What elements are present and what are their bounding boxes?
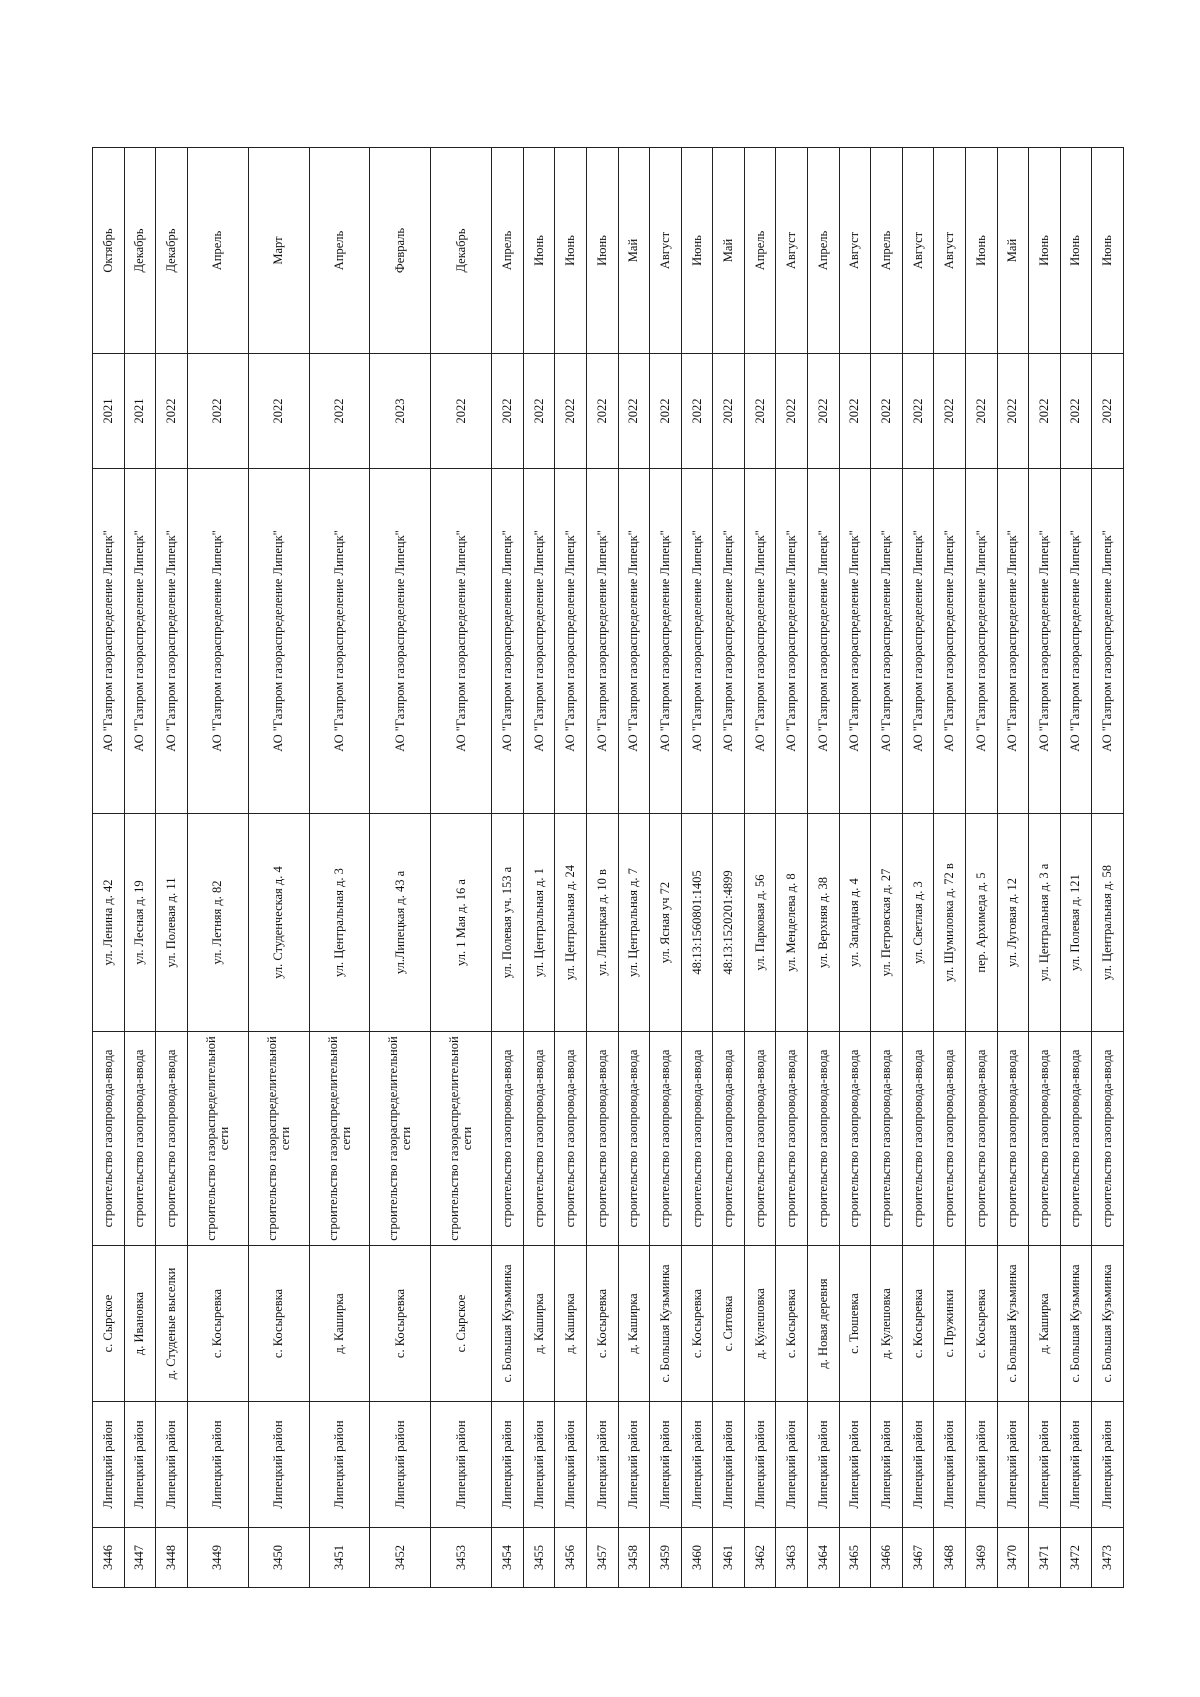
organization-cell: АО "Газпром газораспределение Липецк" [187, 469, 248, 814]
district-cell: Липецкий район [618, 1402, 650, 1528]
year-cell: 2022 [618, 354, 650, 469]
organization-cell: АО "Газпром газораспределение Липецк" [713, 469, 745, 814]
month-cell: Июнь [1060, 148, 1092, 354]
organization-cell: АО "Газпром газораспределение Липецк" [431, 469, 492, 814]
table-row [618, 148, 650, 1588]
rotated-table-wrapper [92, 148, 1124, 1588]
locality-cell: д. Каширка [309, 1246, 370, 1402]
address-cell: ул.Липецкая д. 43 а [370, 814, 431, 1032]
address-cell: ул. Верхняя д. 38 [808, 814, 840, 1032]
organization-cell: АО "Газпром газораспределение Липецк" [1060, 469, 1092, 814]
address-cell: пер. Архимеда д. 5 [965, 814, 997, 1032]
month-cell: Июнь [523, 148, 555, 354]
address-cell: 48:13:1520201:4899 [713, 814, 745, 1032]
year-cell: 2022 [902, 354, 934, 469]
table-row [492, 148, 524, 1588]
district-cell: Липецкий район [650, 1402, 682, 1528]
locality-cell: с. Сырское [93, 1246, 125, 1402]
row-number-cell: 3451 [309, 1528, 370, 1588]
table-row [93, 148, 125, 1588]
row-number-cell: 3471 [1029, 1528, 1061, 1588]
organization-cell: АО "Газпром газораспределение Липецк" [934, 469, 966, 814]
year-cell: 2021 [93, 354, 125, 469]
row-number-cell: 3462 [744, 1528, 776, 1588]
table-row [1060, 148, 1092, 1588]
work-type-cell: строительство газопровода-ввода [934, 1032, 966, 1246]
work-type-cell: строительство газопровода-ввода [681, 1032, 713, 1246]
address-cell: 48:13:1560801:1405 [681, 814, 713, 1032]
locality-cell: с. Косыревка [681, 1246, 713, 1402]
month-cell: Апрель [492, 148, 524, 354]
work-type-cell: строительство газораспределительной сети [248, 1032, 309, 1246]
row-number-cell: 3450 [248, 1528, 309, 1588]
year-cell: 2022 [681, 354, 713, 469]
address-cell: ул. Центральная д. 3 [309, 814, 370, 1032]
work-type-cell: строительство газопровода-ввода [776, 1032, 808, 1246]
organization-cell: АО "Газпром газораспределение Липецк" [839, 469, 871, 814]
month-cell: Июнь [1092, 148, 1124, 354]
address-cell: ул. Светлая д. 3 [902, 814, 934, 1032]
organization-cell: АО "Газпром газораспределение Липецк" [997, 469, 1029, 814]
table-row [187, 148, 248, 1588]
row-number-cell: 3447 [124, 1528, 156, 1588]
organization-cell: АО "Газпром газораспределение Липецк" [93, 469, 125, 814]
district-cell: Липецкий район [309, 1402, 370, 1528]
year-cell: 2022 [309, 354, 370, 469]
district-cell: Липецкий район [1092, 1402, 1124, 1528]
locality-cell: с. Косыревка [965, 1246, 997, 1402]
locality-cell: с. Косыревка [587, 1246, 619, 1402]
address-cell: ул. Центральная д. 24 [555, 814, 587, 1032]
district-cell: Липецкий район [248, 1402, 309, 1528]
year-cell: 2022 [650, 354, 682, 469]
address-cell: ул. Парковая д. 56 [744, 814, 776, 1032]
work-type-cell: строительство газораспределительной сети [370, 1032, 431, 1246]
table-row [997, 148, 1029, 1588]
organization-cell: АО "Газпром газораспределение Липецк" [523, 469, 555, 814]
work-type-cell: строительство газопровода-ввода [492, 1032, 524, 1246]
district-cell: Липецкий район [1029, 1402, 1061, 1528]
district-cell: Липецкий район [492, 1402, 524, 1528]
table-row [431, 148, 492, 1588]
organization-cell: АО "Газпром газораспределение Липецк" [650, 469, 682, 814]
table-row [934, 148, 966, 1588]
work-type-cell: строительство газопровода-ввода [1029, 1032, 1061, 1246]
district-cell: Липецкий район [871, 1402, 903, 1528]
year-cell: 2022 [1060, 354, 1092, 469]
month-cell: Декабрь [431, 148, 492, 354]
row-number-cell: 3448 [156, 1528, 188, 1588]
locality-cell: д. Кулешовка [871, 1246, 903, 1402]
district-cell: Липецкий район [681, 1402, 713, 1528]
district-cell: Липецкий район [156, 1402, 188, 1528]
row-number-cell: 3470 [997, 1528, 1029, 1588]
year-cell: 2022 [523, 354, 555, 469]
row-number-cell: 3465 [839, 1528, 871, 1588]
row-number-cell: 3457 [587, 1528, 619, 1588]
table-row [650, 148, 682, 1588]
organization-cell: АО "Газпром газораспределение Липецк" [618, 469, 650, 814]
organization-cell: АО "Газпром газораспределение Липецк" [156, 469, 188, 814]
address-cell: ул. Полевая уч. 153 а [492, 814, 524, 1032]
address-cell: ул. Западная д. 4 [839, 814, 871, 1032]
organization-cell: АО "Газпром газораспределение Липецк" [744, 469, 776, 814]
organization-cell: АО "Газпром газораспределение Липецк" [587, 469, 619, 814]
organization-cell: АО "Газпром газораспределение Липецк" [370, 469, 431, 814]
address-cell: ул. Петровская д. 27 [871, 814, 903, 1032]
locality-cell: с. Тюшевка [839, 1246, 871, 1402]
year-cell: 2022 [997, 354, 1029, 469]
row-number-cell: 3456 [555, 1528, 587, 1588]
district-cell: Липецкий район [902, 1402, 934, 1528]
locality-cell: д. Новая деревня [808, 1246, 840, 1402]
organization-cell: АО "Газпром газораспределение Липецк" [902, 469, 934, 814]
month-cell: Май [618, 148, 650, 354]
work-type-cell: строительство газопровода-ввода [744, 1032, 776, 1246]
locality-cell: д. Каширка [1029, 1246, 1061, 1402]
month-cell: Апрель [187, 148, 248, 354]
month-cell: Июнь [1029, 148, 1061, 354]
month-cell: Апрель [871, 148, 903, 354]
month-cell: Август [934, 148, 966, 354]
table-row [523, 148, 555, 1588]
locality-cell: с. Большая Кузьминка [1060, 1246, 1092, 1402]
row-number-cell: 3449 [187, 1528, 248, 1588]
work-type-cell: строительство газопровода-ввода [124, 1032, 156, 1246]
locality-cell: с. Косыревка [187, 1246, 248, 1402]
work-type-cell: строительство газопровода-ввода [523, 1032, 555, 1246]
work-type-cell: строительство газопровода-ввода [808, 1032, 840, 1246]
month-cell: Июнь [681, 148, 713, 354]
year-cell: 2022 [248, 354, 309, 469]
gasification-table [92, 147, 1124, 1588]
work-type-cell: строительство газопровода-ввода [93, 1032, 125, 1246]
row-number-cell: 3469 [965, 1528, 997, 1588]
year-cell: 2022 [871, 354, 903, 469]
row-number-cell: 3460 [681, 1528, 713, 1588]
table-row [681, 148, 713, 1588]
year-cell: 2022 [156, 354, 188, 469]
organization-cell: АО "Газпром газораспределение Липецк" [1092, 469, 1124, 814]
table-row [124, 148, 156, 1588]
table-row [370, 148, 431, 1588]
district-cell: Липецкий район [1060, 1402, 1092, 1528]
address-cell: ул. Ленина д. 42 [93, 814, 125, 1032]
table-row [808, 148, 840, 1588]
locality-cell: с. Большая Кузьминка [650, 1246, 682, 1402]
month-cell: Апрель [309, 148, 370, 354]
locality-cell: д. Каширка [523, 1246, 555, 1402]
work-type-cell: строительство газопровода-ввода [618, 1032, 650, 1246]
month-cell: Август [902, 148, 934, 354]
row-number-cell: 3466 [871, 1528, 903, 1588]
month-cell: Июнь [965, 148, 997, 354]
row-number-cell: 3453 [431, 1528, 492, 1588]
work-type-cell: строительство газораспределительной сети [187, 1032, 248, 1246]
district-cell: Липецкий район [776, 1402, 808, 1528]
locality-cell: с. Косыревка [902, 1246, 934, 1402]
locality-cell: с. Большая Кузьминка [1092, 1246, 1124, 1402]
address-cell: ул. Менделева д. 8 [776, 814, 808, 1032]
row-number-cell: 3455 [523, 1528, 555, 1588]
address-cell: ул. Луговая д. 12 [997, 814, 1029, 1032]
year-cell: 2022 [587, 354, 619, 469]
locality-cell: д. Каширка [555, 1246, 587, 1402]
work-type-cell: строительство газопровода-ввода [650, 1032, 682, 1246]
work-type-cell: строительство газопровода-ввода [587, 1032, 619, 1246]
row-number-cell: 3454 [492, 1528, 524, 1588]
district-cell: Липецкий район [744, 1402, 776, 1528]
district-cell: Липецкий район [713, 1402, 745, 1528]
district-cell: Липецкий район [187, 1402, 248, 1528]
table-row [309, 148, 370, 1588]
table-row [587, 148, 619, 1588]
address-cell: ул. Ясная уч 72 [650, 814, 682, 1032]
month-cell: Май [713, 148, 745, 354]
address-cell: ул. Полевая д. 11 [156, 814, 188, 1032]
district-cell: Липецкий район [370, 1402, 431, 1528]
year-cell: 2022 [492, 354, 524, 469]
organization-cell: АО "Газпром газораспределение Липецк" [492, 469, 524, 814]
address-cell: ул. Центральная д. 1 [523, 814, 555, 1032]
table-row [902, 148, 934, 1588]
month-cell: Август [650, 148, 682, 354]
address-cell: ул. Шумиловка д. 72 в [934, 814, 966, 1032]
work-type-cell: строительство газопровода-ввода [871, 1032, 903, 1246]
row-number-cell: 3472 [1060, 1528, 1092, 1588]
address-cell: ул. Липецкая д. 10 в [587, 814, 619, 1032]
table-body [93, 148, 1124, 1588]
address-cell: ул. Центральная д. 3 а [1029, 814, 1061, 1032]
work-type-cell: строительство газопровода-ввода [713, 1032, 745, 1246]
district-cell: Липецкий район [934, 1402, 966, 1528]
district-cell: Липецкий район [431, 1402, 492, 1528]
table-row [156, 148, 188, 1588]
row-number-cell: 3458 [618, 1528, 650, 1588]
organization-cell: АО "Газпром газораспределение Липецк" [124, 469, 156, 814]
month-cell: Апрель [744, 148, 776, 354]
table-row [248, 148, 309, 1588]
row-number-cell: 3473 [1092, 1528, 1124, 1588]
locality-cell: с. Большая Кузьминка [997, 1246, 1029, 1402]
organization-cell: АО "Газпром газораспределение Липецк" [248, 469, 309, 814]
district-cell: Липецкий район [555, 1402, 587, 1528]
year-cell: 2022 [965, 354, 997, 469]
district-cell: Липецкий район [808, 1402, 840, 1528]
organization-cell: АО "Газпром газораспределение Липецк" [776, 469, 808, 814]
month-cell: Июнь [587, 148, 619, 354]
organization-cell: АО "Газпром газораспределение Липецк" [871, 469, 903, 814]
locality-cell: с. Пружинки [934, 1246, 966, 1402]
year-cell: 2022 [431, 354, 492, 469]
year-cell: 2022 [555, 354, 587, 469]
organization-cell: АО "Газпром газораспределение Липецк" [681, 469, 713, 814]
district-cell: Липецкий район [965, 1402, 997, 1528]
year-cell: 2022 [776, 354, 808, 469]
year-cell: 2022 [713, 354, 745, 469]
row-number-cell: 3463 [776, 1528, 808, 1588]
district-cell: Липецкий район [523, 1402, 555, 1528]
locality-cell: с. Большая Кузьминка [492, 1246, 524, 1402]
address-cell: ул. Центральная д. 58 [1092, 814, 1124, 1032]
address-cell: ул. Студенческая д. 4 [248, 814, 309, 1032]
organization-cell: АО "Газпром газораспределение Липецк" [808, 469, 840, 814]
month-cell: Декабрь [156, 148, 188, 354]
work-type-cell: строительство газопровода-ввода [555, 1032, 587, 1246]
address-cell: ул. Летняя д. 82 [187, 814, 248, 1032]
locality-cell: с. Сырское [431, 1246, 492, 1402]
month-cell: Октябрь [93, 148, 125, 354]
month-cell: Март [248, 148, 309, 354]
year-cell: 2022 [1029, 354, 1061, 469]
work-type-cell: строительство газопровода-ввода [997, 1032, 1029, 1246]
row-number-cell: 3468 [934, 1528, 966, 1588]
work-type-cell: строительство газопровода-ввода [839, 1032, 871, 1246]
year-cell: 2023 [370, 354, 431, 469]
district-cell: Липецкий район [587, 1402, 619, 1528]
month-cell: Февраль [370, 148, 431, 354]
year-cell: 2022 [808, 354, 840, 469]
month-cell: Июнь [555, 148, 587, 354]
locality-cell: с. Косыревка [776, 1246, 808, 1402]
row-number-cell: 3446 [93, 1528, 125, 1588]
table-row [839, 148, 871, 1588]
locality-cell: д. Ивановка [124, 1246, 156, 1402]
row-number-cell: 3452 [370, 1528, 431, 1588]
year-cell: 2022 [839, 354, 871, 469]
locality-cell: с. Косыревка [370, 1246, 431, 1402]
year-cell: 2022 [1092, 354, 1124, 469]
month-cell: Август [776, 148, 808, 354]
work-type-cell: строительство газопровода-ввода [1092, 1032, 1124, 1246]
month-cell: Апрель [808, 148, 840, 354]
locality-cell: с. Ситовка [713, 1246, 745, 1402]
row-number-cell: 3467 [902, 1528, 934, 1588]
organization-cell: АО "Газпром газораспределение Липецк" [965, 469, 997, 814]
work-type-cell: строительство газопровода-ввода [1060, 1032, 1092, 1246]
table-row [1029, 148, 1061, 1588]
address-cell: ул. 1 Мая д. 16 а [431, 814, 492, 1032]
address-cell: ул. Лесная д. 19 [124, 814, 156, 1032]
locality-cell: д. Каширка [618, 1246, 650, 1402]
organization-cell: АО "Газпром газораспределение Липецк" [1029, 469, 1061, 814]
month-cell: Август [839, 148, 871, 354]
month-cell: Декабрь [124, 148, 156, 354]
work-type-cell: строительство газопровода-ввода [965, 1032, 997, 1246]
row-number-cell: 3459 [650, 1528, 682, 1588]
year-cell: 2022 [187, 354, 248, 469]
table-row [1092, 148, 1124, 1588]
district-cell: Липецкий район [93, 1402, 125, 1528]
year-cell: 2021 [124, 354, 156, 469]
work-type-cell: строительство газораспределительной сети [431, 1032, 492, 1246]
locality-cell: с. Косыревка [248, 1246, 309, 1402]
district-cell: Липецкий район [997, 1402, 1029, 1528]
table-row [776, 148, 808, 1588]
locality-cell: д. Студеные выселки [156, 1246, 188, 1402]
table-row [713, 148, 745, 1588]
table-row [965, 148, 997, 1588]
year-cell: 2022 [934, 354, 966, 469]
row-number-cell: 3461 [713, 1528, 745, 1588]
work-type-cell: строительство газораспределительной сети [309, 1032, 370, 1246]
year-cell: 2022 [744, 354, 776, 469]
organization-cell: АО "Газпром газораспределение Липецк" [309, 469, 370, 814]
table-row [871, 148, 903, 1588]
address-cell: ул. Полевая д. 121 [1060, 814, 1092, 1032]
organization-cell: АО "Газпром газораспределение Липецк" [555, 469, 587, 814]
table-row [555, 148, 587, 1588]
row-number-cell: 3464 [808, 1528, 840, 1588]
district-cell: Липецкий район [839, 1402, 871, 1528]
work-type-cell: строительство газопровода-ввода [156, 1032, 188, 1246]
district-cell: Липецкий район [124, 1402, 156, 1528]
month-cell: Май [997, 148, 1029, 354]
locality-cell: д. Кулешовка [744, 1246, 776, 1402]
address-cell: ул. Центральная д. 7 [618, 814, 650, 1032]
table-row [744, 148, 776, 1588]
work-type-cell: строительство газопровода-ввода [902, 1032, 934, 1246]
